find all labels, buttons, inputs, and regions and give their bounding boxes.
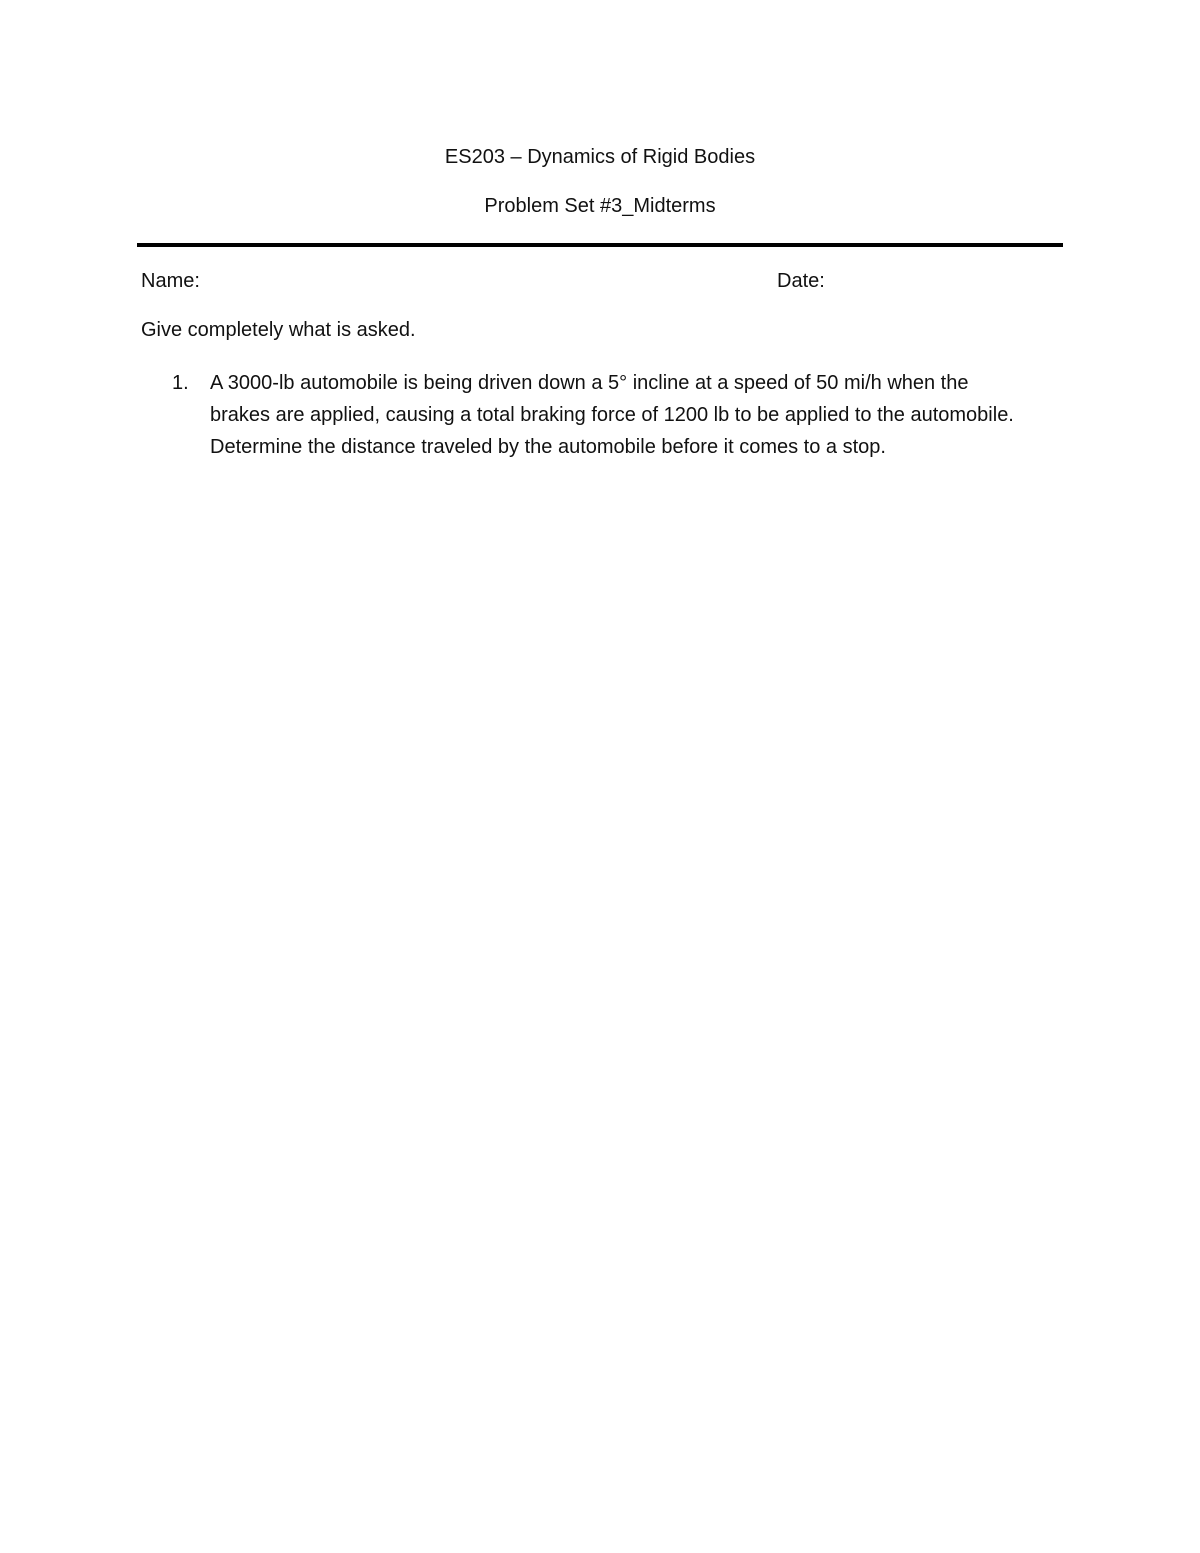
header-divider: [137, 243, 1063, 247]
question-line: Determine the distance traveled by the automobile before it comes to a stop.: [210, 436, 886, 458]
date-label: Date:: [777, 270, 825, 292]
course-title: ES203 – Dynamics of Rigid Bodies: [444, 146, 756, 168]
question-line: A 3000-lb automobile is being driven down a 5° incline at a speed of 50 mi/h when the: [210, 372, 969, 394]
question-number: 1.: [172, 372, 189, 394]
question-text: [210, 367, 1070, 463]
instruction-text: Give completely what is asked.: [141, 319, 416, 341]
question-line: brakes are applied, causing a total braking force of 1200 lb to be applied to the automobile.: [210, 404, 1014, 426]
name-label: Name:: [141, 270, 200, 292]
problem-set-title: Problem Set #3_Midterms: [484, 195, 716, 217]
